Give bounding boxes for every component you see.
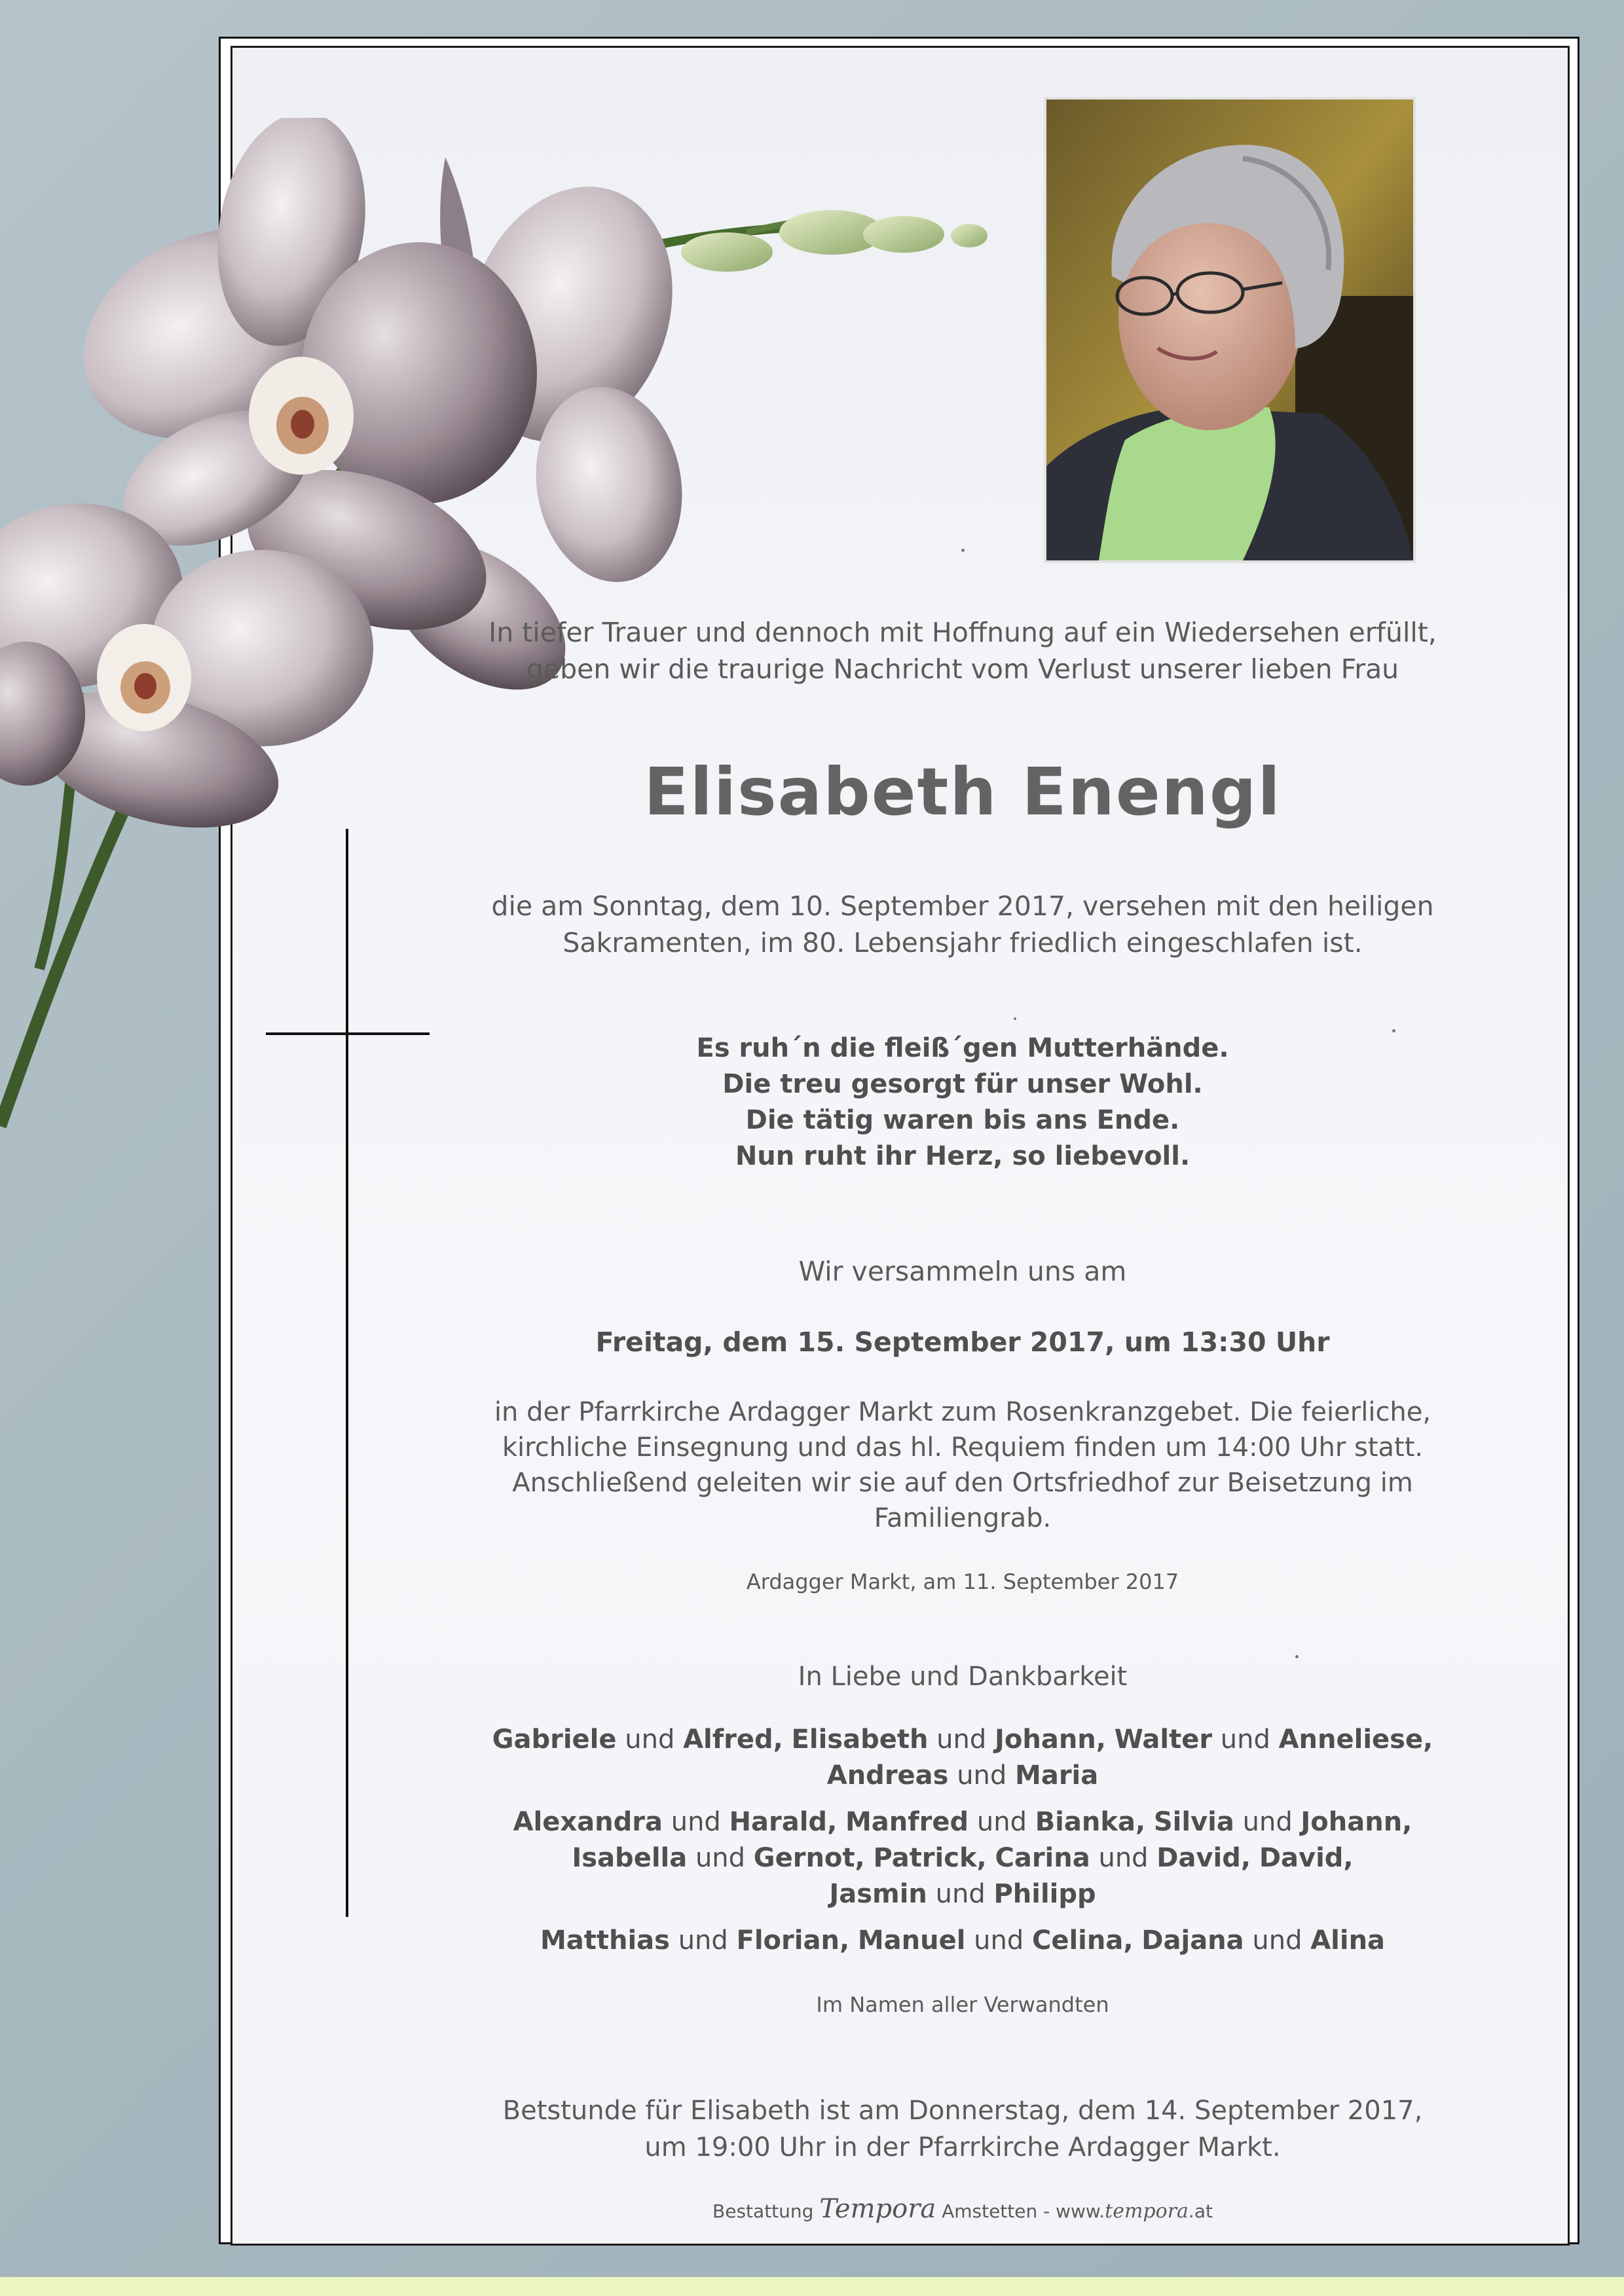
portrait-photo: [1044, 97, 1416, 563]
footer-city: Amstetten - www.: [942, 2200, 1105, 2222]
cross-vertical-bar: [346, 829, 348, 1917]
funeral-home-footer: [458, 2196, 1467, 2225]
gratitude-line: In Liebe und Dankbarkeit: [798, 1662, 1128, 1692]
footer-prefix: Bestattung: [712, 2200, 814, 2222]
gathering-intro: Wir versammeln uns am: [798, 1256, 1127, 1287]
death-text: die am Sonntag, dem 10. September 2017, versehen mit den heiligen Sakramenten, im 80. Lebensjahr friedlich eingeschlafen ist.: [491, 890, 1434, 958]
relatives-line: Im Namen aller Verwandten: [816, 1992, 1109, 2017]
family-group-children: Gabriele und Alfred, Elisabeth und Johann, Walter und Anneliese, Andreas und Maria: [492, 1724, 1433, 1791]
scan-speck: [1014, 1017, 1016, 1020]
scan-speck: [961, 549, 965, 552]
place-and-date: Ardagger Markt, am 11. September 2017: [746, 1569, 1179, 1594]
scan-speck: [1392, 1029, 1395, 1032]
gathering-date: Freitag, dem 15. September 2017, um 13:30 Uhr: [595, 1326, 1330, 1358]
intro-text: In tiefer Trauer und dennoch mit Hoffnung auf ein Wiedersehen erfüllt, geben wir die traurige Nachricht vom Verlust unserer lieben Frau: [489, 617, 1437, 685]
footer-tld: .at: [1188, 2200, 1213, 2222]
family-group-grandchildren: Alexandra und Harald, Manfred und Bianka, Silvia und Johann, Isabella und Gernot, Patrick, Carina und David, David, Jasmin und Philipp: [513, 1807, 1412, 1909]
vigil-details: Betstunde für Elisabeth ist am Donnerstag, dem 14. September 2017, um 19:00 Uhr in der Pfarrkirche Ardagger Markt.: [502, 2096, 1423, 2162]
service-details: in der Pfarrkirche Ardagger Markt zum Rosenkranzgebet. Die feierliche, kirchliche Einsegnung und das hl. Requiem finden um 14:00 Uhr statt. Anschließend geleiten wir sie auf den Ortsfriedhof zur Beisetzung im Familiengrab.: [494, 1397, 1431, 1533]
cross-horizontal-bar: [266, 1032, 430, 1035]
deceased-name: Elisabeth Enengl: [644, 754, 1282, 830]
bottom-strip: [0, 2277, 1624, 2296]
family-group-great-grandchildren: Matthias und Florian, Manuel und Celina, Dajana und Alina: [540, 1925, 1386, 1956]
memorial-poem: Es ruh´n die fleiß´gen Mutterhände. Die treu gesorgt für unser Wohl. Die tätig waren bis ans Ende. Nun ruht ihr Herz, so liebevoll.: [696, 1033, 1229, 1171]
footer-brand: Tempora: [819, 2194, 936, 2224]
scan-speck: [1295, 1655, 1299, 1658]
footer-domain: tempora: [1105, 2200, 1189, 2223]
family-list: [458, 1722, 1467, 1969]
